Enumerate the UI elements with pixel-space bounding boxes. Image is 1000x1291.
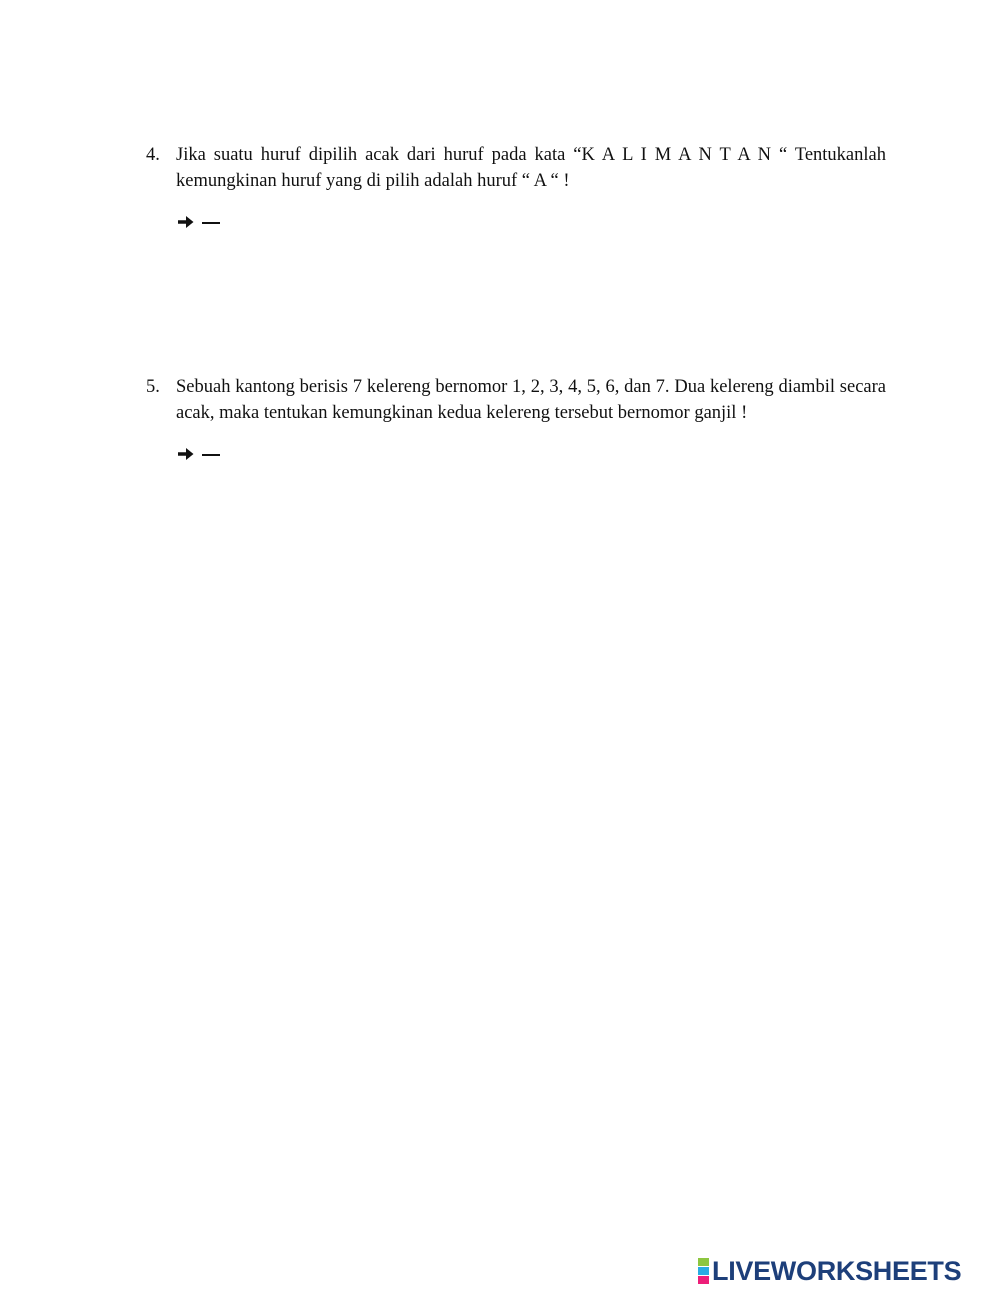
answer-4 (176, 210, 220, 234)
question-text: Jika suatu huruf dipilih acak dari huruf pada kata “K A L I M A N T A N “ Tentukanlah kemungkinan huruf yang di pilih adalah huruf “ A “ ! (176, 145, 886, 191)
answer-input-4[interactable] (202, 202, 220, 224)
liveworksheets-logo (698, 1256, 961, 1286)
logo-block-i (698, 1267, 709, 1275)
arrow-right-icon (176, 444, 196, 464)
question-number: 5. (146, 377, 160, 397)
logo-block-l (698, 1258, 709, 1266)
question-5 (146, 374, 886, 426)
arrow-right-icon (176, 212, 196, 232)
question-number: 4. (146, 145, 160, 165)
answer-5 (176, 442, 220, 466)
question-text: Sebuah kantong berisis 7 kelereng bernomor 1, 2, 3, 4, 5, 6, dan 7. Dua kelereng diambil secara acak, maka tentukan kemungkinan kedua kelereng tersebut bernomor ganjil ! (176, 377, 886, 423)
logo-text: LIVEWORKSHEETS (712, 1256, 962, 1286)
logo-mark (698, 1258, 709, 1284)
logo-block-v (698, 1276, 709, 1284)
answer-input-5[interactable] (202, 434, 220, 456)
question-4 (146, 142, 886, 194)
